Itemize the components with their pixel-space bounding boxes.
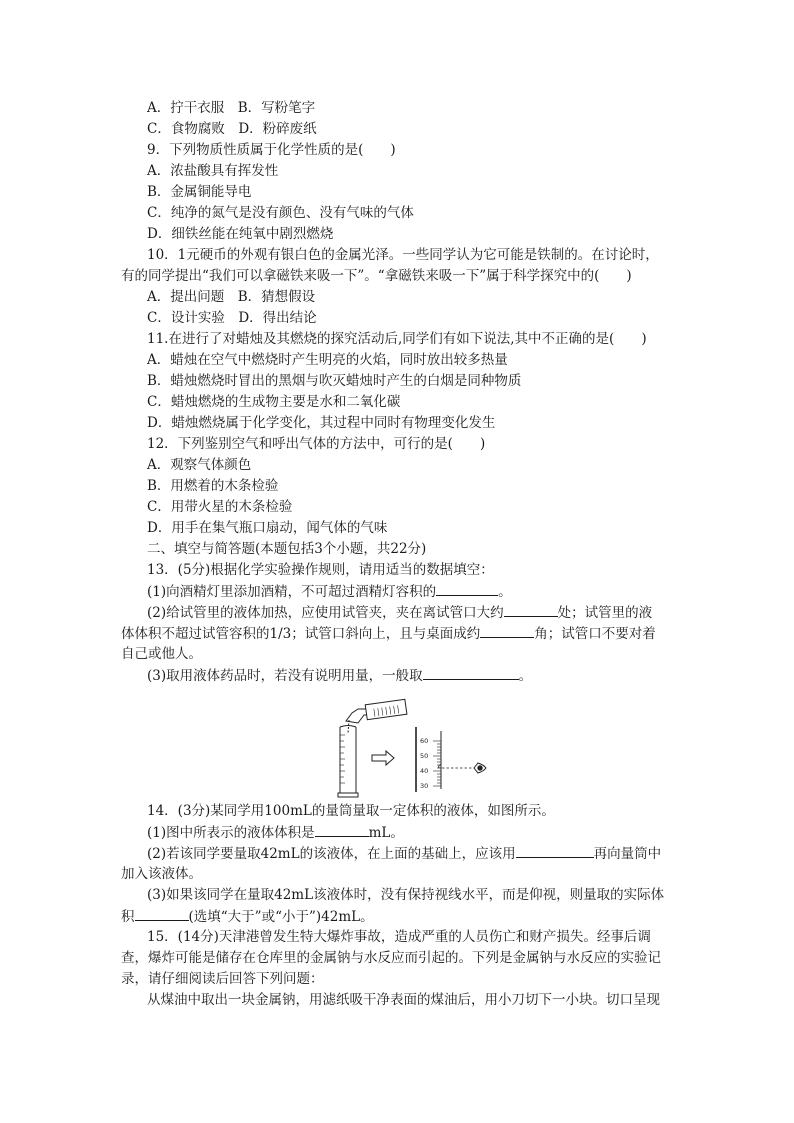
scale-tick-label: 40 (420, 767, 429, 775)
scale-tick-label: 30 (420, 782, 429, 790)
q14-stem: 14．(3分)某同学用100mL的量筒量取一定体积的液体，如图所示。 (147, 803, 555, 819)
q13-part1-text: (1)向酒精灯里添加酒精，不可超过酒精灯容积的 (147, 584, 437, 600)
q12-option-a: A．观察气体颜色 (147, 457, 252, 473)
scale-tick-label: 50 (420, 752, 429, 760)
measuring-cylinder-left (338, 726, 358, 798)
q15-stem-line2: 查，爆炸可能是储存在仓库里的金属钠与水反应而引起的。下列是金属钠与水反应的实验记 (121, 950, 661, 966)
q13-part2-text-b: 处；试管里的液 (557, 605, 653, 621)
q9-stem: 9．下列物质性质属于化学性质的是( ) (147, 142, 396, 158)
answer-blank[interactable] (480, 623, 534, 638)
q15-stem-line4: 从煤油中取出一块金属钠，用滤纸吸干净表面的煤油后，用小刀切下一小块。切口呈现 (147, 992, 660, 1008)
q8-options-ab: A．拧干衣服 B．写粉笔字 (147, 100, 316, 116)
answer-blank[interactable] (315, 822, 369, 837)
q10-stem-line1: 10．1元硬币的外观有银白色的金属光泽。一些同学认为它可能是铁制的。在讨论时， (147, 247, 659, 263)
q9-option-c: C．纯净的氮气是没有颜色、没有气味的气体 (147, 205, 414, 221)
q13-part2-line3: 自己或他人。 (121, 646, 202, 662)
q14-part3-text-c: (选填“大于”或“小于”)42mL。 (188, 909, 374, 925)
q11-option-c: C．蜡烛燃烧的生成物主要是水和二氧化碳 (147, 394, 401, 410)
answer-blank[interactable] (135, 906, 189, 921)
q11-option-b: B．蜡烛燃烧时冒出的黑烟与吹灭蜡烛时产生的白烟是同种物质 (147, 373, 522, 389)
q14-part3-line2 (121, 906, 374, 927)
arrow-right-icon (372, 751, 394, 765)
q15-stem-line3: 录，请仔细阅读后回答下列问题： (121, 971, 324, 987)
answer-blank[interactable] (423, 665, 519, 680)
q13-part3-end: 。 (518, 668, 533, 684)
q13-part1-end: 。 (498, 584, 512, 600)
eye-icon (474, 763, 486, 773)
q10-stem-line2: 有的同学提出“我们可以拿磁铁来吸一下”。“拿磁铁来吸一下”属于科学探究中的( ) (121, 268, 632, 284)
answer-blank[interactable] (436, 581, 498, 596)
q14-part2-line2: 加入该液体。 (121, 866, 202, 882)
q12-option-d: D．用手在集气瓶口扇动，闻气体的气味 (147, 520, 388, 536)
q9-option-b: B．金属铜能导电 (147, 184, 252, 200)
q13-part2-text-c: 体体积不超过试管容积的1/3；试管口斜向上，且与桌面成约 (121, 626, 481, 642)
q14-part2-line1 (147, 843, 661, 864)
q9-option-d: D．细铁丝能在纯氧中剧烈燃烧 (147, 226, 334, 242)
q13-part2-line2 (121, 623, 656, 644)
q14-part2-text-a: (2)若该同学要量取42mL的该液体，在上面的基础上，应该用 (147, 846, 516, 862)
q13-stem: 13．(5分)根据化学实验操作规则，请用适当的数据填空： (147, 562, 494, 578)
pouring-bottle-icon (346, 699, 407, 733)
answer-blank[interactable] (516, 843, 594, 858)
q13-part2-text-a: (2)给试管里的液体加热，应使用试管夹，夹在离试管口大约 (147, 605, 504, 621)
q13-part2-line1 (147, 602, 652, 623)
q11-option-a: A．蜡烛在空气中燃烧时产生明亮的火焰，同时放出较多热量 (147, 352, 508, 368)
q10-options-cd: C．设计实验 D．得出结论 (147, 310, 317, 326)
q12-option-c: C．用带火星的木条检验 (147, 499, 293, 515)
q15-stem-line1: 15．(14分)天津港曾发生特大爆炸事故，造成严重的人员伤亡和财产损失。经事后调 (147, 929, 651, 945)
q13-part3 (147, 665, 532, 686)
q11-stem: 11.在进行了对蜡烛及其燃烧的探究活动后,同学们有如下说法,其中不正确的是( ) (147, 331, 647, 347)
q9-option-a: A．浓盐酸具有挥发性 (147, 163, 279, 179)
answer-blank[interactable] (504, 602, 558, 617)
q8-options-cd: C．食物腐败 D．粉碎废纸 (147, 121, 317, 137)
q12-option-b: B．用燃着的木条检验 (147, 478, 279, 494)
q11-option-d: D．蜡烛燃烧属于化学变化，其过程中同时有物理变化发生 (147, 415, 496, 431)
q10-options-ab: A．提出问题 B．猜想假设 (147, 289, 316, 305)
q13-part2-text-d: 角；试管口不要对着 (534, 626, 656, 642)
q13-part3-text: (3)取用液体药品时，若没有说明用量，一般取 (147, 668, 423, 684)
q14-part1-end: mL。 (368, 825, 404, 841)
q14-part1-text: (1)图中所表示的液体体积是 (147, 825, 315, 841)
q12-stem: 12．下列鉴别空气和呼出气体的方法中，可行的是( ) (147, 436, 486, 452)
q14-part2-text-b: 再向量筒中 (593, 846, 662, 862)
graduated-cylinder-figure (336, 697, 488, 801)
section-title: 二、填空与简答题(本题包括3个小题，共22分) (147, 541, 427, 557)
q14-part3-text-b: 积 (121, 909, 135, 925)
scale-tick-label: 60 (420, 737, 429, 745)
q13-part1 (147, 581, 512, 602)
q14-part1 (147, 822, 404, 843)
q14-part3-line1: (3)如果该同学在量取42mL该液体时，没有保持视线水平，而是仰视，则量取的实际体 (147, 887, 665, 903)
